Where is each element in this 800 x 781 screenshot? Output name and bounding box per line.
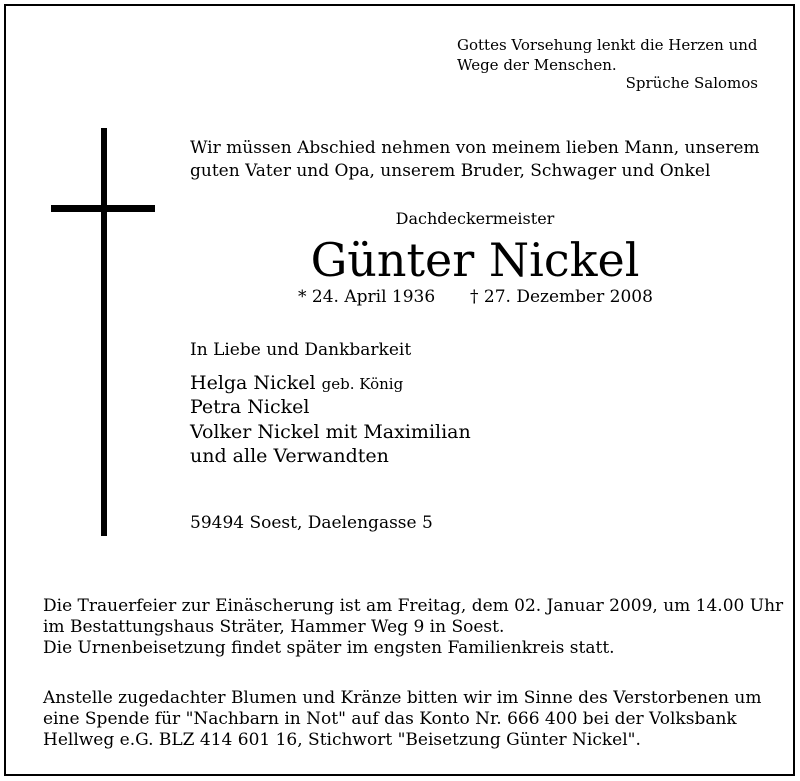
motto-quote [457, 35, 758, 75]
deceased-name: Günter Nickel [310, 233, 640, 287]
death-date: † 27. Dezember 2008 [470, 287, 653, 307]
farewell-intro [190, 137, 760, 183]
mourner-line-2: Petra Nickel [190, 396, 310, 418]
cross-vertical-bar [101, 128, 107, 536]
mourner-note: geb. König [321, 375, 404, 393]
intro-line-2: guten Vater und Opa, unserem Bruder, Schwager und Onkel [190, 161, 711, 181]
donation-line-1: Anstelle zugedachter Blumen und Kränze bitten wir im Sinne des Verstorbenen um [43, 688, 762, 708]
funeral-line-2: im Bestattungshaus Sträter, Hammer Weg 9 in Soest. [43, 617, 505, 637]
donation-line-3: Hellweg e.G. BLZ 414 601 16, Stichwort "Beisetzung Günter Nickel". [43, 730, 641, 750]
mourners-intro: In Liebe und Dankbarkeit [190, 340, 412, 360]
deceased-title: Dachdeckermeister [395, 209, 555, 228]
mourner-line-1 [190, 372, 403, 394]
funeral-info [43, 596, 783, 659]
funeral-line-3: Die Urnenbeisetzung findet später im engsten Familienkreis statt. [43, 638, 615, 658]
funeral-line-1: Die Trauerfeier zur Einäscherung ist am Freitag, dem 02. Januar 2009, um 14.00 Uhr [43, 596, 784, 616]
mourner-name: Helga Nickel [190, 372, 316, 394]
donation-info [43, 688, 761, 751]
mourner-line-4: und alle Verwandten [190, 445, 389, 467]
intro-line-1: Wir müssen Abschied nehmen von meinem lieben Mann, unserem [190, 138, 760, 158]
family-address: 59494 Soest, Daelengasse 5 [190, 513, 433, 533]
birth-date: * 24. April 1936 [298, 287, 436, 307]
motto-line-1: Gottes Vorsehung lenkt die Herzen und [457, 36, 758, 54]
motto-source: Sprüche Salomos [625, 74, 758, 92]
motto-line-2: Wege der Menschen. [457, 56, 617, 74]
donation-line-2: eine Spende für "Nachbarn in Not" auf das Konto Nr. 666 400 bei der Volksbank [43, 709, 737, 729]
mourner-line-3: Volker Nickel mit Maximilian [190, 421, 471, 443]
